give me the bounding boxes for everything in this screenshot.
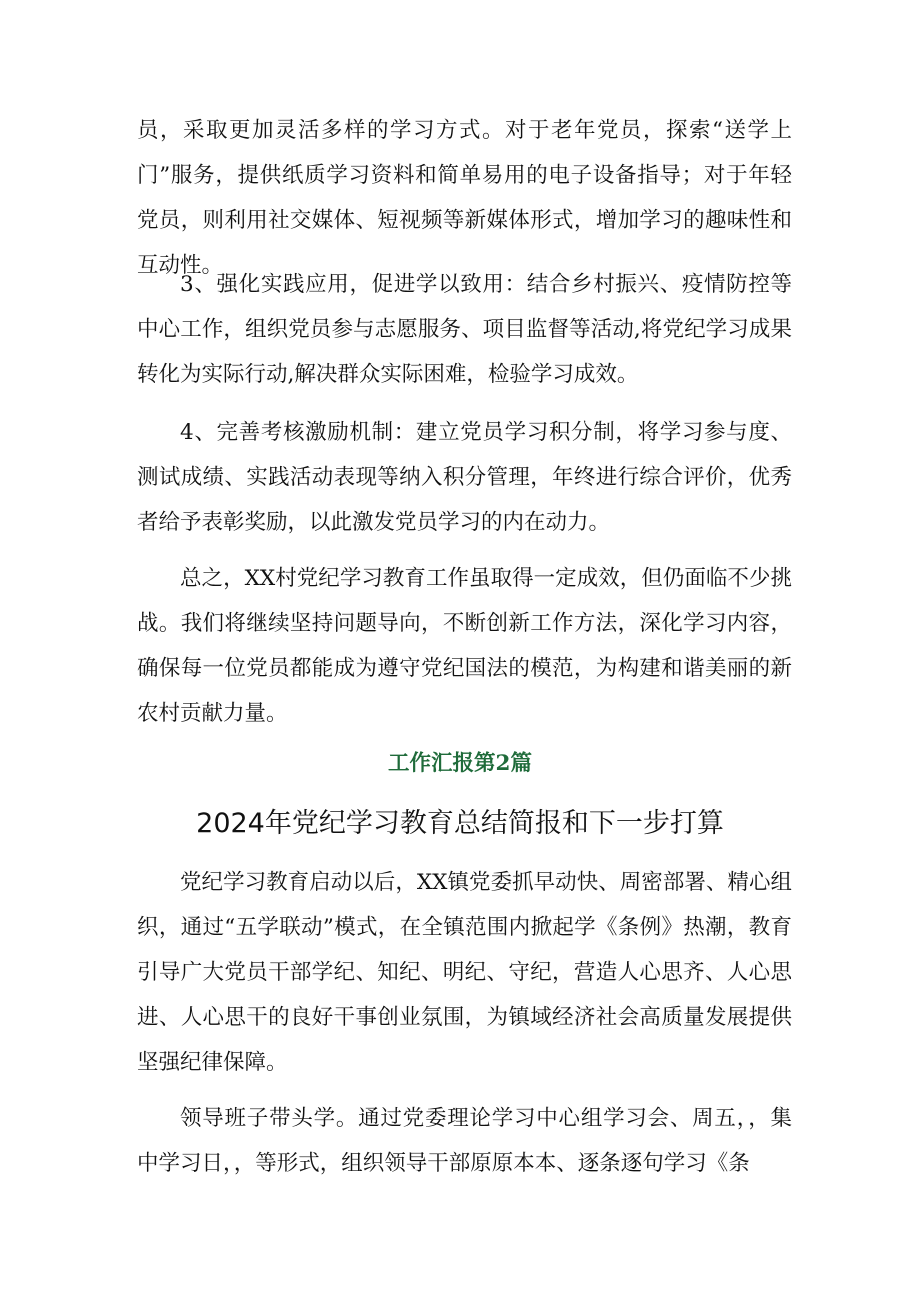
paragraph-continued: 员，采取更加灵活多样的学习方式。对于老年党员，探索“送学上门”服务，提供纸质学习资料和简单易用的电子设备指导；对于年轻党员，则利用社交媒体、短视频等新媒体形式，增加学习的趣味性和互动性。 [137, 118, 792, 278]
section-label: 工作汇报第2篇 [388, 751, 532, 776]
document-title: 2024年党纪学习教育总结简报和下一步打算 [196, 808, 724, 839]
paragraph-conclusion: 总之，XX村党纪学习教育工作虽取得一定成效，但仍面临不少挑战。我们将继续坚持问题导向，不断创新工作方法，深化学习内容，确保每一位党员都能成为遵守党纪国法的模范，为构建和谐美丽的新农村贡献力量。 [137, 566, 792, 726]
paragraph-incentive: 4、完善考核激励机制：建立党员学习积分制，将学习参与度、测试成绩、实践活动表现等纳入积分管理，年终进行综合评价，优秀者给予表彰奖励，以此激发党员学习的内在动力。 [137, 420, 792, 535]
paragraph-practice: 3、强化实践应用，促进学以致用：结合乡村振兴、疫情防控等中心工作，组织党员参与志愿服务、项目监督等活动,将党纪学习成果转化为实际行动,解决群众实际困难，检验学习成效。 [137, 272, 792, 387]
paragraph-intro: 党纪学习教育启动以后，XX镇党委抓早动快、周密部署、精心组织，通过“五学联动”模式，在全镇范围内掀起学《条例》热潮，教育引导广大党员干部学纪、知纪、明纪、守纪，营造人心思齐、人心思进、人心思干的良好干事创业氛围，为镇域经济社会高质量发展提供坚强纪律保障。 [137, 870, 792, 1075]
paragraph-leadership: 领导班子带头学。通过党委理论学习中心组学习会、周五，，集中学习日，，等形式，组织领导干部原原本本、逐条逐句学习《条 [137, 1106, 792, 1176]
